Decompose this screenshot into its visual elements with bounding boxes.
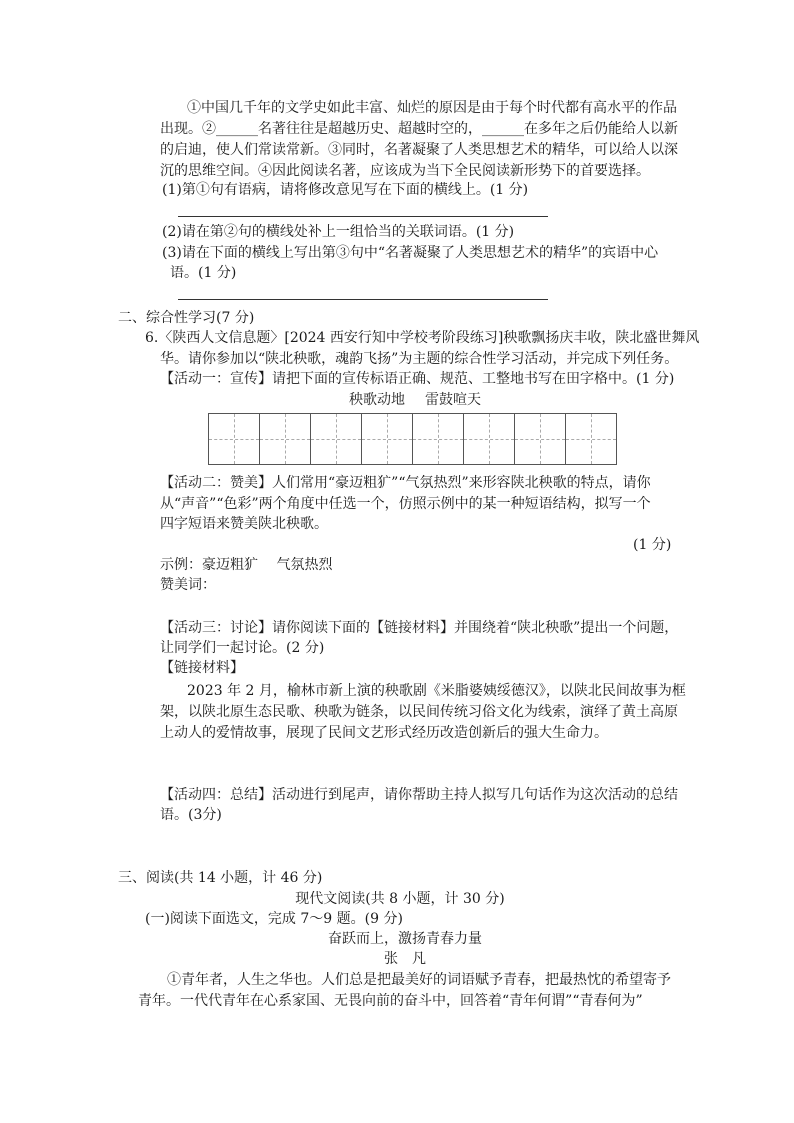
activity-4-line-2: 语。(3分) <box>160 807 222 823</box>
q5-passage-line-1: ①中国几千年的文学史如此丰富、灿烂的原因是由于每个时代都有高水平的作品 <box>187 100 677 116</box>
tianzige-cell <box>412 413 464 465</box>
q5-sub-question-3: (3)请在下面的横线上写出第③句中“名著凝聚了人类思想艺术的精华”的宾语中心 <box>162 245 659 261</box>
activity-2-line-2: 从“声音”“色彩”两个角度中任选一个，仿照示例中的某一种短语结构，拟写一个 <box>160 496 651 512</box>
link-material-line-1: 2023 年 2 月，榆林市新上演的秧歌剧《米脂婆姨绥德汉》，以陕北民间故事为框 <box>187 683 686 699</box>
tianzige-cell <box>259 413 311 465</box>
answer-line-2 <box>178 299 548 300</box>
tianzige-cell <box>463 413 515 465</box>
section-3-heading: 三、阅读(共 14 小题，计 46 分) <box>118 870 323 886</box>
tianzige-grid <box>208 413 617 465</box>
activity-2-score: (1 分) <box>633 537 672 553</box>
tianzige-cell <box>514 413 566 465</box>
article-paragraph-line-1: ①青年者，人生之华也。人们总是把最美好的词语赋予青春，把最热忱的希望寄予 <box>167 972 671 988</box>
q5-sub-question-1: (1)第①句有语病，请将修改意见写在下面的横线上。(1 分) <box>162 182 529 198</box>
activity-2-line-3: 四字短语来赞美陕北秧歌。 <box>160 516 328 532</box>
article-paragraph-line-2: 青年。一代代青年在心系家国、无畏向前的奋斗中，回答着“青年何谓”“青春何为” <box>138 993 643 1009</box>
activity-1-text: 【活动一：宣传】请把下面的宣传标语正确、规范、工整地书写在田字格中。(1 分) <box>160 371 675 387</box>
activity-2-line-1: 【活动二：赞美】人们常用“豪迈粗犷”“气氛热烈”来形容陕北秧歌的特点，请你 <box>160 475 651 491</box>
activity-4-line-1: 【活动四：总结】活动进行到尾声，请你帮助主持人拟写几句话作为这次活动的总结 <box>160 787 678 803</box>
q5-passage-line-2: 出现。②______名著往往是超越历史、超越时空的，______在多年之后仍能给人以新 <box>160 121 678 137</box>
tianzige-cell <box>361 413 413 465</box>
section-3-subheading: 现代文阅读(共 8 小题，计 30 分) <box>295 891 505 907</box>
q6-intro-line-1: 6.〈陕西人文信息题〉[2024 西安行知中学校考阶段练习]秧歌飘扬庆丰收，陕北盛世舞风 <box>145 330 700 346</box>
q5-passage-line-4: 沉的思维空间。④因此阅读名著，应该成为当下全民阅读新形势下的首要选择。 <box>160 163 650 179</box>
link-material-title: 【链接材料】 <box>160 660 244 676</box>
article-title: 奋跃而上，激扬青春力量 <box>328 931 482 947</box>
q6-intro-line-2: 华。请你参加以“陕北秧歌，魂韵飞扬”为主题的综合性学习活动，并完成下列任务。 <box>160 351 679 367</box>
activity-2-example: 示例：豪迈粗犷 气氛热烈 <box>160 557 333 573</box>
tianzige-cell <box>208 413 260 465</box>
q5-sub-question-3-cont: 语。(1 分) <box>170 265 237 281</box>
q5-sub-question-2: (2)请在第②句的横线处补上一组恰当的关联词语。(1 分) <box>162 224 515 240</box>
slogan-part-1: 秧歌动地 <box>349 392 405 408</box>
activity-3-line-1: 【活动三：讨论】请你阅读下面的【链接材料】并围绕着“陕北秧歌”提出一个问题， <box>160 620 679 636</box>
answer-line-1 <box>178 216 548 217</box>
link-material-line-2: 架，以陕北原生态民歌、秧歌为链条，以民间传统习俗文化为线索，演绎了黄土高原 <box>160 704 678 720</box>
part-1-instruction: (一)阅读下面选文，完成 7～9 题。(9 分) <box>145 911 403 927</box>
slogan-part-2: 雷鼓喧天 <box>425 392 481 408</box>
tianzige-cell <box>565 413 617 465</box>
tianzige-cell <box>310 413 362 465</box>
link-material-line-3: 上动人的爱情故事，展现了民间文艺形式经历改造创新后的强大生命力。 <box>160 725 608 741</box>
article-author: 张 凡 <box>384 951 426 967</box>
section-2-heading: 二、综合性学习(7 分) <box>118 310 255 326</box>
activity-2-answer-label: 赞美词： <box>160 577 216 593</box>
q5-passage-line-3: 的启迪，使人们常读常新。③同时，名著凝聚了人类思想艺术的精华，可以给人以深 <box>160 142 678 158</box>
activity-3-line-2: 让同学们一起讨论。(2 分) <box>160 640 325 656</box>
